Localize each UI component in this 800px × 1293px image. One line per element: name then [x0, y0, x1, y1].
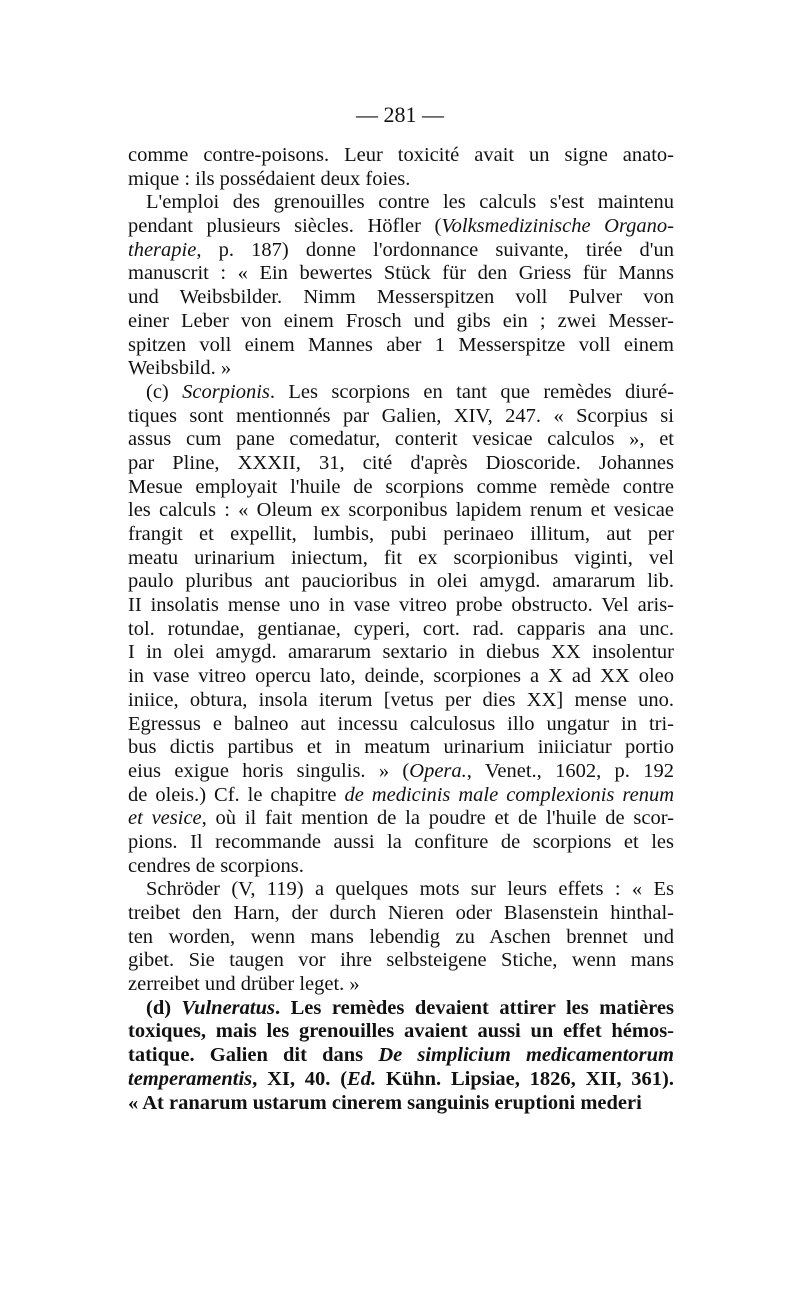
text-line	[128, 168, 674, 192]
text-segment: in vase vitreo opercu lato, deinde, scorpiones a X ad XX oleo	[128, 665, 674, 688]
text-line	[128, 286, 674, 310]
text-line	[128, 926, 674, 950]
text-line	[128, 428, 674, 452]
text-segment: zerreibet und drüber leget. »	[128, 973, 360, 996]
text-line	[128, 997, 674, 1021]
text-segment: eius exigue horis singulis. » (	[128, 759, 410, 782]
text-segment: ten worden, wenn mans lebendig zu Aschen brennet und	[128, 925, 674, 948]
text-segment: I in olei amygd. amararum sextario in diebus XX insolentur	[128, 641, 674, 664]
paragraph	[128, 144, 674, 191]
text-segment: , XI, 40. (	[252, 1067, 348, 1090]
text-segment: Egressus e balneo aut incessu calculosus illo ungatur in tri-	[128, 712, 674, 735]
text-segment: pendant plusieurs siècles. Höfler (	[128, 215, 442, 238]
text-segment: bus dictis partibus et in meatum urinarium iniiciatur portio	[128, 736, 674, 759]
text-segment: einer Leber von einem Frosch und gibs ein ; zwei Messer-	[128, 309, 674, 332]
text-line	[128, 784, 674, 808]
text-segment: , p. 187) donne l'ordonnance suivante, tirée d'un	[196, 238, 674, 261]
text-line	[128, 736, 674, 760]
paragraph	[128, 878, 674, 996]
paragraph	[128, 191, 674, 381]
text-line	[128, 357, 674, 381]
text-line	[128, 855, 674, 879]
text-segment: . Les scorpions en tant que remèdes diuré-	[269, 380, 674, 403]
body-text	[128, 144, 674, 1115]
text-segment: Opera.	[409, 759, 467, 782]
paragraph	[128, 997, 674, 1115]
text-segment: (c)	[146, 380, 183, 403]
text-line	[128, 618, 674, 642]
text-segment: therapie	[128, 238, 197, 261]
text-segment: Kühn. Lipsiae, 1826, XII, 361).	[376, 1067, 675, 1090]
text-segment: pions. Il recommande aussi la confiture de scorpions et les	[128, 830, 674, 853]
text-line	[128, 381, 674, 405]
text-segment: Weibsbild. »	[128, 357, 232, 380]
paragraph	[128, 381, 674, 878]
text-line	[128, 191, 674, 215]
text-line	[128, 334, 674, 358]
text-segment: treibet den Harn, der durch Nieren oder Blasenstein hinthal-	[128, 902, 674, 924]
text-segment: Volksmedizinische Organo-	[441, 215, 674, 238]
text-line	[128, 689, 674, 713]
text-line	[128, 1068, 674, 1092]
text-segment: spitzen voll einem Mannes aber 1 Messerspitze voll einem	[128, 333, 674, 356]
text-segment: les calculs : « Oleum ex scorponibus lapidem renum et vesicae	[128, 499, 674, 522]
text-segment: II insolatis mense uno in vase vitreo probe obstructo. Vel aris-	[128, 594, 674, 617]
text-line	[128, 215, 674, 239]
text-line	[128, 878, 674, 902]
text-line	[128, 807, 674, 831]
text-segment: tatique. Galien dit dans	[128, 1044, 379, 1067]
text-line	[128, 523, 674, 547]
text-segment: Schröder (V, 119) a quelques mots sur leurs effets : « Es	[146, 878, 674, 901]
text-segment: mique : ils possédaient deux foies.	[128, 167, 411, 190]
text-segment: assus cum pane comedatur, conterit vesicae calculos », et	[128, 428, 674, 451]
text-line	[128, 594, 674, 618]
text-segment: par Pline, XXXII, 31, cité d'après Dioscoride. Johannes	[128, 451, 674, 474]
text-segment: tiques sont mentionnés par Galien, XIV, 247. « Scorpius si	[128, 404, 674, 427]
text-segment: de medicinis male complexionis renum	[344, 783, 674, 806]
text-segment: de oleis.) Cf. le chapitre	[128, 783, 345, 806]
text-segment: L'emploi des grenouilles contre les calculs s'est maintenu	[146, 191, 674, 214]
text-segment: Ed.	[347, 1067, 377, 1090]
text-segment: De simplicium medicamentorum	[378, 1044, 674, 1067]
text-line	[128, 1092, 674, 1116]
text-line	[128, 949, 674, 973]
text-line	[128, 760, 674, 784]
text-line	[128, 452, 674, 476]
text-line	[128, 831, 674, 855]
text-line	[128, 973, 674, 997]
text-segment: tol. rotundae, gentianae, cyperi, cort. rad. capparis ana unc.	[128, 617, 674, 640]
text-segment: Mesue employait l'huile de scorpions comme remède contre	[128, 475, 674, 498]
text-segment: temperamentis	[128, 1067, 253, 1090]
text-line	[128, 1044, 674, 1068]
text-segment: und Weibsbilder. Nimm Messerspitzen voll Pulver von	[128, 286, 674, 309]
text-segment: Vulneratus	[181, 996, 275, 1019]
text-line	[128, 476, 674, 500]
page-number: — 281 —	[356, 102, 444, 127]
text-segment: toxiques, mais les grenouilles avaient aussi un effet hémos-	[128, 1020, 674, 1043]
text-line	[128, 641, 674, 665]
text-line	[128, 570, 674, 594]
text-segment: et vesice	[128, 807, 202, 830]
text-line	[128, 310, 674, 334]
text-segment: meatu urinarium iniectum, fit ex scorpionibus viginti, vel	[128, 546, 674, 569]
text-line	[128, 262, 674, 286]
text-segment: Scorpionis	[182, 380, 270, 403]
text-line	[128, 547, 674, 571]
text-line	[128, 1020, 674, 1044]
text-segment: , Venet., 1602, p. 192	[466, 759, 674, 782]
text-segment: cendres de scorpions.	[128, 854, 304, 877]
text-line	[128, 902, 674, 926]
text-segment: frangit et expellit, lumbis, pubi perinaeo illitum, aut per	[128, 523, 674, 545]
text-segment: , où il fait mention de la poudre et de l'huile de scor-	[201, 807, 674, 830]
text-line	[128, 239, 674, 263]
text-segment: manuscrit : « Ein bewertes Stück für den Griess für Manns	[128, 262, 674, 285]
text-segment: iniice, obtura, insola iterum [vetus per dies XX] mense uno.	[128, 688, 674, 711]
text-line	[128, 405, 674, 429]
text-segment: (d)	[146, 996, 182, 1019]
text-segment: . Les remèdes devaient attirer les matières	[275, 996, 674, 1019]
text-segment: comme contre-poisons. Leur toxicité avait un signe anato-	[128, 144, 674, 166]
text-line	[128, 499, 674, 523]
text-segment: paulo pluribus ant paucioribus in olei amygd. amararum lib.	[128, 570, 674, 593]
text-line	[128, 713, 674, 737]
text-line	[128, 144, 674, 168]
text-line	[128, 665, 674, 689]
text-segment: « At ranarum ustarum cinerem sanguinis eruptioni mederi	[128, 1091, 642, 1114]
text-segment: gibet. Sie taugen vor ihre selbsteigene Stiche, wenn mans	[128, 949, 674, 972]
